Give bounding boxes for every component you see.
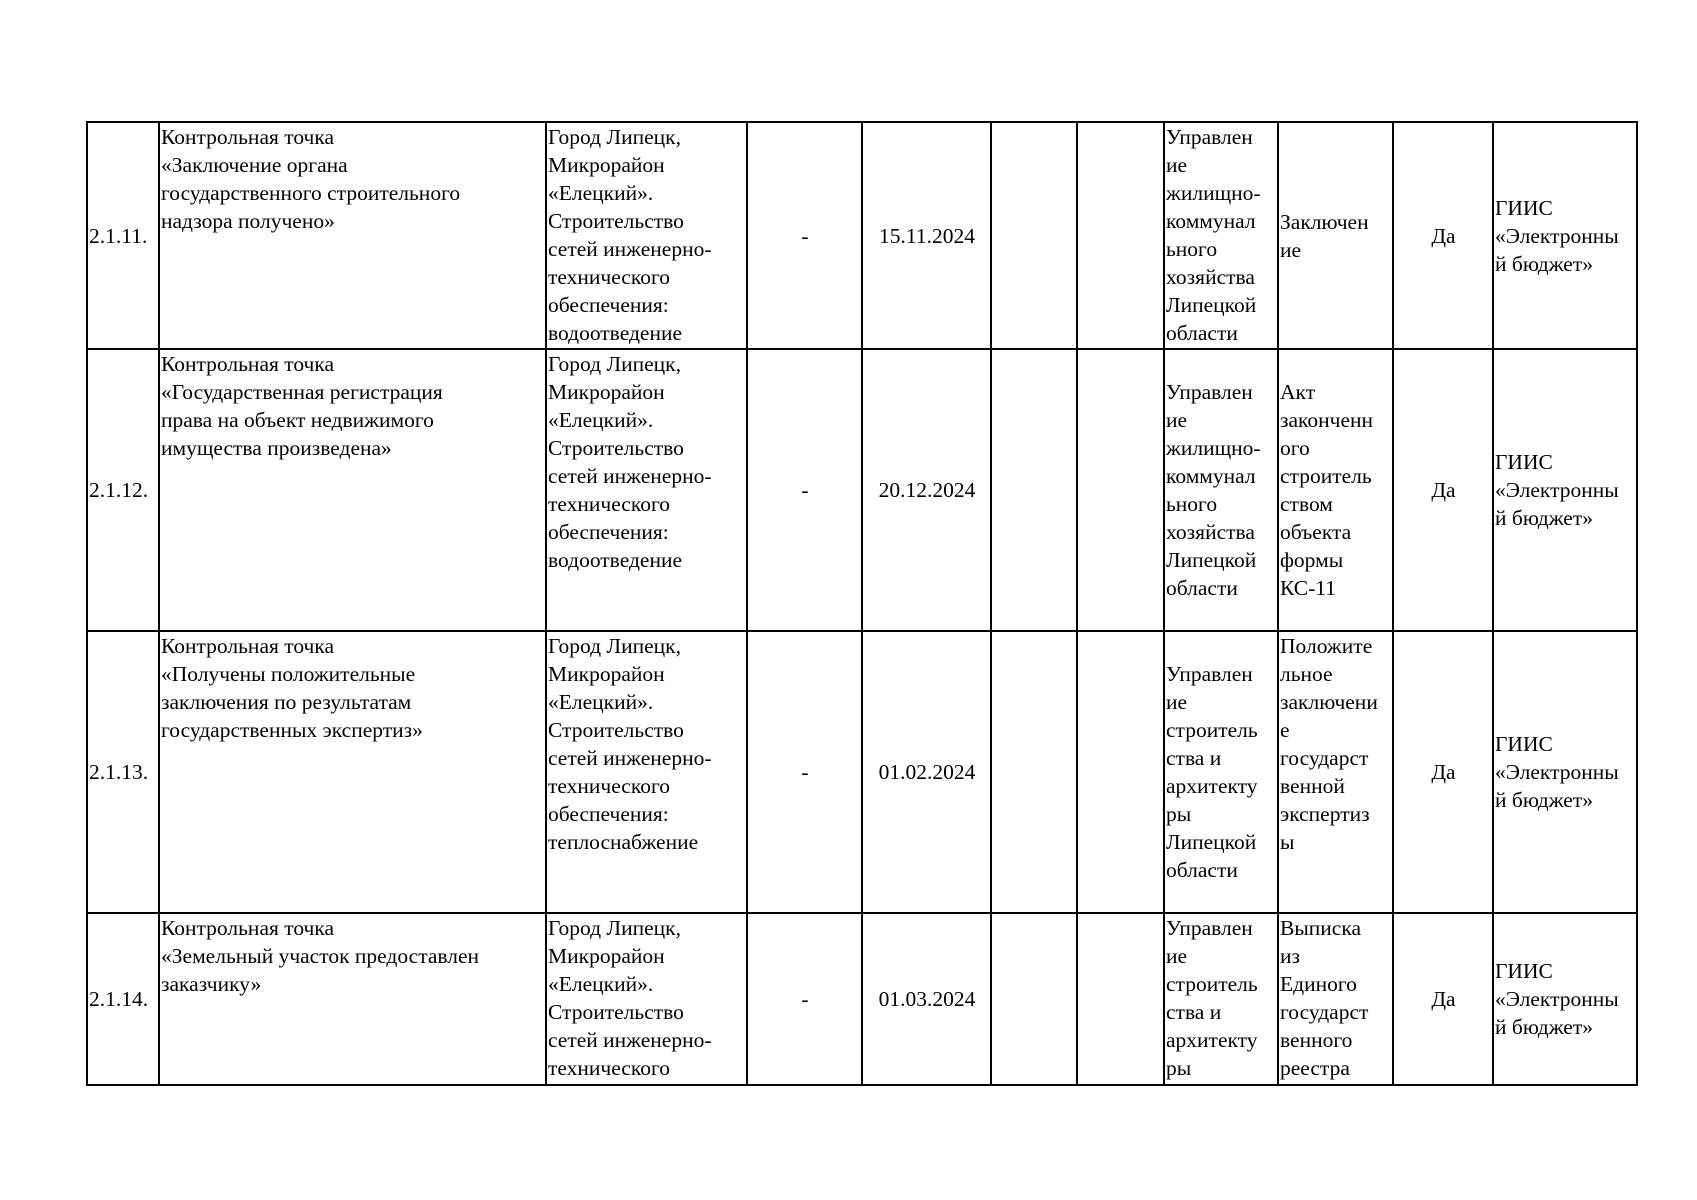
- information-system: ГИИС «Электронны й бюджет»: [1493, 631, 1637, 913]
- checkpoint-name: Контрольная точка «Земельный участок предоставлен заказчику»: [159, 913, 546, 1085]
- end-date: 01.02.2024: [862, 631, 991, 913]
- flag-value: Да: [1393, 122, 1493, 349]
- checkpoint-name: Контрольная точка «Получены положительные заключения по результатам государственных экспертиз»: [159, 631, 546, 913]
- flag-value: Да: [1393, 913, 1493, 1085]
- document-type: Заключен ие: [1278, 122, 1393, 349]
- row-number: 2.1.12.: [87, 349, 159, 631]
- end-date: 20.12.2024: [862, 349, 991, 631]
- responsible-body: Управлен ие строитель ства и архитекту ры: [1164, 913, 1278, 1085]
- start-date: -: [747, 631, 862, 913]
- responsible-body: Управлен ие жилищно- коммунал ьного хозяйства Липецкой области: [1164, 122, 1278, 349]
- checkpoint-name: Контрольная точка «Государственная регистрация права на объект недвижимого имущества произведена»: [159, 349, 546, 631]
- control-points-table: [86, 121, 1638, 1086]
- object-description: Город Липецк, Микрорайон «Елецкий». Строительство сетей инженерно- технического обеспечения: водоотведение: [546, 122, 747, 349]
- table-row: [87, 349, 1637, 631]
- empty-cell: [1077, 349, 1164, 631]
- start-date: -: [747, 349, 862, 631]
- empty-cell: [991, 349, 1077, 631]
- row-number: 2.1.13.: [87, 631, 159, 913]
- end-date: 15.11.2024: [862, 122, 991, 349]
- table-row: [87, 913, 1637, 1085]
- start-date: -: [747, 913, 862, 1085]
- information-system: ГИИС «Электронны й бюджет»: [1493, 122, 1637, 349]
- start-date: -: [747, 122, 862, 349]
- empty-cell: [991, 631, 1077, 913]
- empty-cell: [991, 913, 1077, 1085]
- table-row: [87, 122, 1637, 349]
- flag-value: Да: [1393, 631, 1493, 913]
- empty-cell: [1077, 122, 1164, 349]
- object-description: Город Липецк, Микрорайон «Елецкий». Строительство сетей инженерно- технического обеспечения: водоотведение: [546, 349, 747, 631]
- responsible-body: Управлен ие строитель ства и архитекту ры Липецкой области: [1164, 631, 1278, 913]
- row-number: 2.1.14.: [87, 913, 159, 1085]
- empty-cell: [1077, 913, 1164, 1085]
- row-number: 2.1.11.: [87, 122, 159, 349]
- object-description: Город Липецк, Микрорайон «Елецкий». Строительство сетей инженерно- технического обеспечения: теплоснабжение: [546, 631, 747, 913]
- responsible-body: Управлен ие жилищно- коммунал ьного хозяйства Липецкой области: [1164, 349, 1278, 631]
- information-system: ГИИС «Электронны й бюджет»: [1493, 913, 1637, 1085]
- empty-cell: [1077, 631, 1164, 913]
- flag-value: Да: [1393, 349, 1493, 631]
- empty-cell: [991, 122, 1077, 349]
- checkpoint-name: Контрольная точка «Заключение органа государственного строительного надзора получено»: [159, 122, 546, 349]
- information-system: ГИИС «Электронны й бюджет»: [1493, 349, 1637, 631]
- end-date: 01.03.2024: [862, 913, 991, 1085]
- document-type: Акт законченн ого строитель ством объекта формы КС-11: [1278, 349, 1393, 631]
- document-type: Положите льное заключени е государст венной экспертиз ы: [1278, 631, 1393, 913]
- table-row: [87, 631, 1637, 913]
- object-description: Город Липецк, Микрорайон «Елецкий». Строительство сетей инженерно- технического: [546, 913, 747, 1085]
- document-type: Выписка из Единого государст венного реестра: [1278, 913, 1393, 1085]
